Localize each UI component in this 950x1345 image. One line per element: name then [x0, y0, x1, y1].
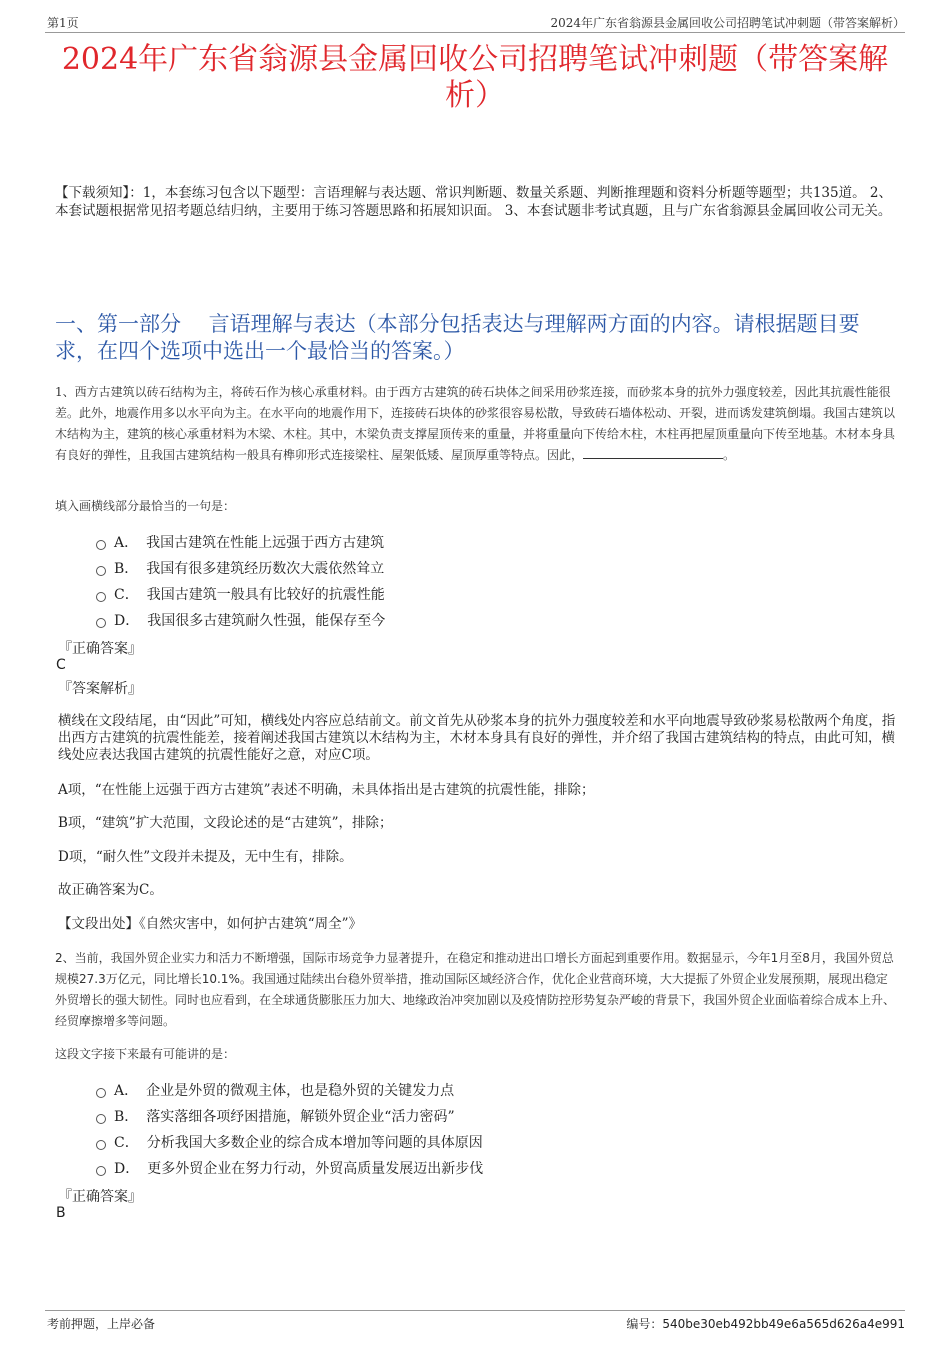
question-1-end: 。: [723, 448, 736, 462]
analysis-option-b: B项，“建筑”扩大范围，文段论述的是“古建筑”，排除；: [58, 815, 393, 831]
option-text: 分析我国大多数企业的综合成本增加等问题的具体原因: [146, 1135, 483, 1151]
q1-option-b[interactable]: [96, 558, 384, 578]
document-code: 编号：540be30eb492bb49e6a565d626a4e991: [626, 1317, 905, 1331]
download-notice: 【下载须知】：1，本套练习包含以下题型：言语理解与表达题、常识判断题、数量关系题、判断推理题和资料分析题等题型；共135道。 2、本套试题根据常见招考题总结归纳，主要用于练习答题思路和拓展知识面。 3、本套试题非考试真题，且与广东省翁源县金属回收公司无关。: [55, 185, 892, 219]
question-1-body: 1、西方古建筑以砖石结构为主，将砖石作为核心承重材料。由于西方古建筑的砖石块体之间采用砂浆连接，而砂浆本身的抗外力强度较差，因此其抗震性能很差。此外，地震作用多以水平向为主。在水平向的地震作用下，连接砖石块体的砂浆很容易松散，导致砖石墙体松动、开裂，进而诱发建筑倒塌。我国古建筑以木结构为主，建筑的核心承重材料为木梁、木柱。其中，木梁负责支撑屋顶传来的重量，并将重量向下传给木柱，木柱再把屋顶重量向下传至地基。木材本身具有良好的弹性，且我国古建筑结构一般具有榫卯形式连接梁柱、屋架低矮、屋顶厚重等特点。因此，: [55, 385, 896, 462]
answer-label: 『正确答案』: [58, 1189, 142, 1205]
page-number: 第1页: [47, 16, 79, 30]
footer-divider: [45, 1310, 905, 1311]
question-1-prompt: 填入画横线部分最恰当的一句是：: [55, 499, 236, 513]
radio-icon[interactable]: [96, 1140, 106, 1150]
option-key: C．: [114, 587, 139, 603]
option-text: 我国有很多建筑经历数次大震依然耸立: [146, 561, 385, 577]
q1-option-c[interactable]: [96, 584, 385, 604]
option-key: B．: [114, 1109, 139, 1125]
radio-icon[interactable]: [96, 592, 106, 602]
footer-slogan: 考前押题，上岸必备: [47, 1317, 156, 1331]
q2-option-c[interactable]: [96, 1132, 483, 1152]
q2-option-d[interactable]: [96, 1158, 483, 1178]
option-key: A．: [114, 1083, 139, 1099]
radio-icon[interactable]: [96, 540, 106, 550]
radio-icon[interactable]: [96, 1114, 106, 1124]
radio-icon[interactable]: [96, 566, 106, 576]
analysis-option-a: A项，“在性能上远强于西方古建筑”表述不明确，未具体指出是古建筑的抗震性能，排除；: [58, 782, 595, 798]
radio-icon[interactable]: [96, 1166, 106, 1176]
option-text: 我国古建筑一般具有比较好的抗震性能: [146, 587, 385, 603]
option-text: 企业是外贸的微观主体，也是稳外贸的关键发力点: [146, 1083, 455, 1099]
passage-source: 【文段出处】《自然灾害中，如何护古建筑“周全”》: [58, 916, 363, 932]
option-key: C．: [114, 1135, 139, 1151]
correct-answer: B: [56, 1205, 66, 1221]
option-key: B．: [114, 561, 139, 577]
option-text: 我国很多古建筑耐久性强，能保存至今: [147, 613, 386, 629]
option-text: 我国古建筑在性能上远强于西方古建筑: [146, 535, 385, 551]
option-key: D．: [114, 1161, 140, 1177]
section-heading: 一、第一部分 言语理解与表达（本部分包括表达与理解两方面的内容。请根据题目要求，在四个选项中选出一个最恰当的答案。）: [55, 312, 860, 363]
analysis-paragraph: 横线在文段结尾，由“因此”可知，横线处内容应总结前文。前文首先从砂浆本身的抗外力强度较差和水平向地震导致砂浆易松散两个角度，指出西方古建筑的抗震性能差，接着阐述我国古建筑以木结构为主，木材本身具有良好的弹性，并介绍了我国古建筑结构的特点，由此可知，横线处应表达我国古建筑的抗震性能好之意，对应C项。: [58, 713, 896, 763]
page-title: 2024年广东省翁源县金属回收公司招聘笔试冲刺题（带答案解析）: [61, 42, 889, 113]
question-2-prompt: 这段文字接下来最有可能讲的是：: [55, 1047, 236, 1061]
radio-icon[interactable]: [96, 618, 106, 628]
option-text: 更多外贸企业在努力行动，外贸高质量发展迈出新步伐: [147, 1161, 484, 1177]
header-divider: [45, 32, 905, 33]
q1-option-d[interactable]: [96, 610, 385, 630]
analysis-label: 『答案解析』: [58, 681, 142, 697]
answer-blank: [583, 446, 723, 459]
question-1-text: [55, 382, 897, 466]
radio-icon[interactable]: [96, 1088, 106, 1098]
answer-label: 『正确答案』: [58, 641, 142, 657]
analysis-option-d: D项，“耐久性”文段并未提及，无中生有，排除。: [58, 849, 353, 865]
option-key: A．: [114, 535, 139, 551]
analysis-conclusion: 故正确答案为C。: [58, 882, 163, 898]
q2-option-b[interactable]: [96, 1106, 455, 1126]
option-text: 落实落细各项纾困措施，解锁外贸企业“活力密码”: [146, 1109, 455, 1125]
header-doc-title: 2024年广东省翁源县金属回收公司招聘笔试冲刺题（带答案解析）: [550, 16, 905, 30]
question-2-text: 2、当前，我国外贸企业实力和活力不断增强，国际市场竞争力显著提升，在稳定和推动进出口增长方面起到重要作用。数据显示，今年1月至8月，我国外贸总规模27.3万亿元，同比增长10.1%。我国通过陆续出台稳外贸举措，推动国际区域经济合作，优化企业营商环境，大大提振了外贸企业发展预期，展现出稳定外贸增长的强大韧性。同时也应看到，在全球通货膨胀压力加大、地缘政治冲突加剧以及疫情防控形势复杂严峻的背景下，我国外贸企业面临着综合成本上升、经贸摩擦增多等问题。: [55, 951, 896, 1028]
q1-option-a[interactable]: [96, 532, 384, 552]
q2-option-a[interactable]: [96, 1080, 454, 1100]
correct-answer: C: [56, 657, 66, 673]
option-key: D．: [114, 613, 140, 629]
